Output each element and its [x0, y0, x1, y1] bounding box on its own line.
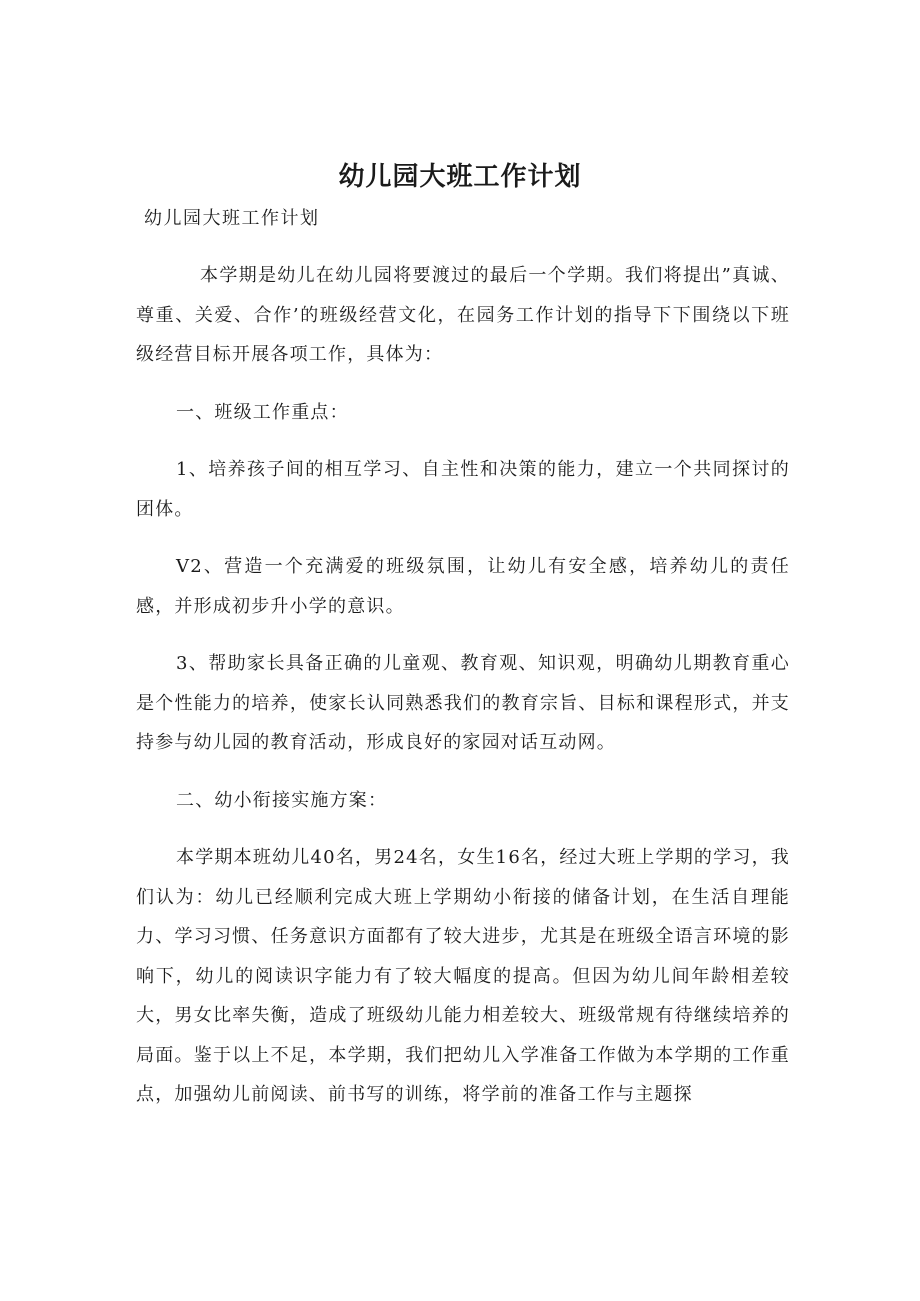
body-paragraph: 本学期本班幼儿40名，男24名，女生16名，经过大班上学期的学习，我们认为：幼儿已经顺利完成大班上学期幼小衔接的储备计划，在生活自理能力、学习习惯、任务意识方面都有了较大进步，尤其是在班级全语言环境的影响下，幼儿的阅读识字能力有了较大幅度的提高。但因为幼儿间年龄相差较大，男女比率失衡，造成了班级幼儿能力相差较大、班级常规有待继续培养的局面。鉴于以上不足，本学期，我们把幼儿入学准备工作做为本学期的工作重点，加强幼儿前阅读、前书写的训练，将学前的准备工作与主题探: [136, 847, 790, 1105]
document-title: 幼儿园大班工作计划: [338, 162, 582, 193]
list-item-2: V2、营造一个充满爱的班级氛围，让幼儿有安全感，培养幼儿的责任感，并形成初步升小学的意识。: [136, 556, 790, 617]
list-item-3: 3、帮助家长具备正确的儿童观、教育观、知识观，明确幼儿期教育重心是个性能力的培养，使家长认同熟悉我们的教育宗旨、目标和课程形式，并支持参与幼儿园的教育活动，形成良好的家园对话互动网。: [136, 653, 790, 753]
intro-paragraph: 本学期是幼儿在幼儿园将要渡过的最后一个学期。我们将提出”真诚、尊重、关爱、合作’的班级经营文化，在园务工作计划的指导下下围绕以下班级经营目标开展各项工作，具体为：: [136, 265, 790, 365]
document-subtitle: 幼儿园大班工作计划: [144, 208, 320, 229]
section-heading-2: 二、幼小衔接实施方案：: [176, 789, 388, 811]
document-body: [136, 204, 790, 1115]
list-item-1: 1、培养孩子间的相互学习、自主性和决策的能力，建立一个共同探讨的团体。: [136, 459, 790, 520]
section-heading-1: 一、班级工作重点：: [176, 401, 349, 423]
